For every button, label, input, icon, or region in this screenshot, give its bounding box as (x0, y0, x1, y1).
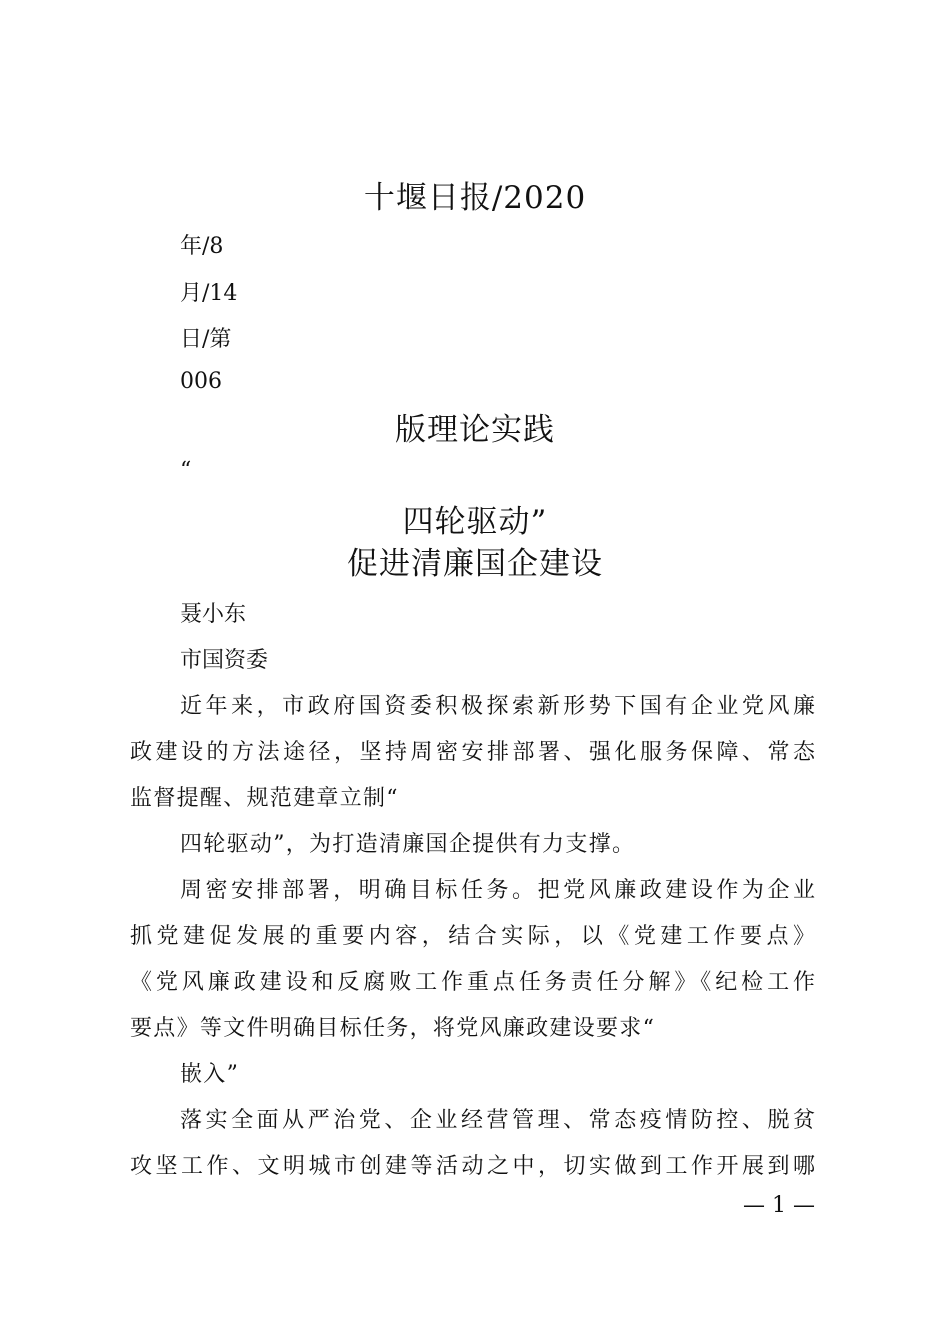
headline-line-1: 四轮驱动” (402, 504, 548, 540)
headline-open-quote: “ (180, 458, 192, 483)
body-line: 四轮驱动”，为打造清廉国企提供有力支撑。 (180, 832, 636, 857)
date-line-4: 006 (180, 369, 222, 394)
newspaper-title: 十堰日报/2020 (363, 180, 587, 216)
body-line: 抓党建促发展的重要内容，结合实际，以《党建工作要点》 (130, 924, 815, 949)
date-line-2: 月/14 (180, 281, 238, 306)
body-line: 周密安排部署，明确目标任务。把党风廉政建设作为企业 (180, 878, 815, 903)
page-number: — 1 — (743, 1193, 815, 1218)
body-line: 落实全面从严治党、企业经营管理、常态疫情防控、脱贫 (180, 1108, 815, 1133)
author-name: 聂小东 (180, 602, 247, 627)
body-line: 监督提醒、规范建章立制“ (130, 786, 399, 811)
date-line-3: 日/第 (180, 327, 232, 352)
headline-line-2: 促进清廉国企建设 (347, 546, 603, 582)
body-line: 政建设的方法途径，坚持周密安排部署、强化服务保障、常态 (130, 740, 815, 765)
body-line: 《党风廉政建设和反腐败工作重点任务责任分解》《纪检工作 (130, 970, 815, 995)
body-line: 要点》等文件明确目标任务，将党风廉政建设要求“ (130, 1016, 656, 1041)
date-line-1: 年/8 (180, 234, 224, 259)
body-line: 近年来，市政府国资委积极探索新形势下国有企业党风廉 (180, 694, 815, 719)
body-line: 嵌入” (180, 1062, 240, 1087)
author-organization: 市国资委 (180, 648, 269, 673)
section-title: 版理论实践 (395, 412, 555, 448)
body-line: 攻坚工作、文明城市创建等活动之中，切实做到工作开展到哪 (130, 1154, 815, 1179)
